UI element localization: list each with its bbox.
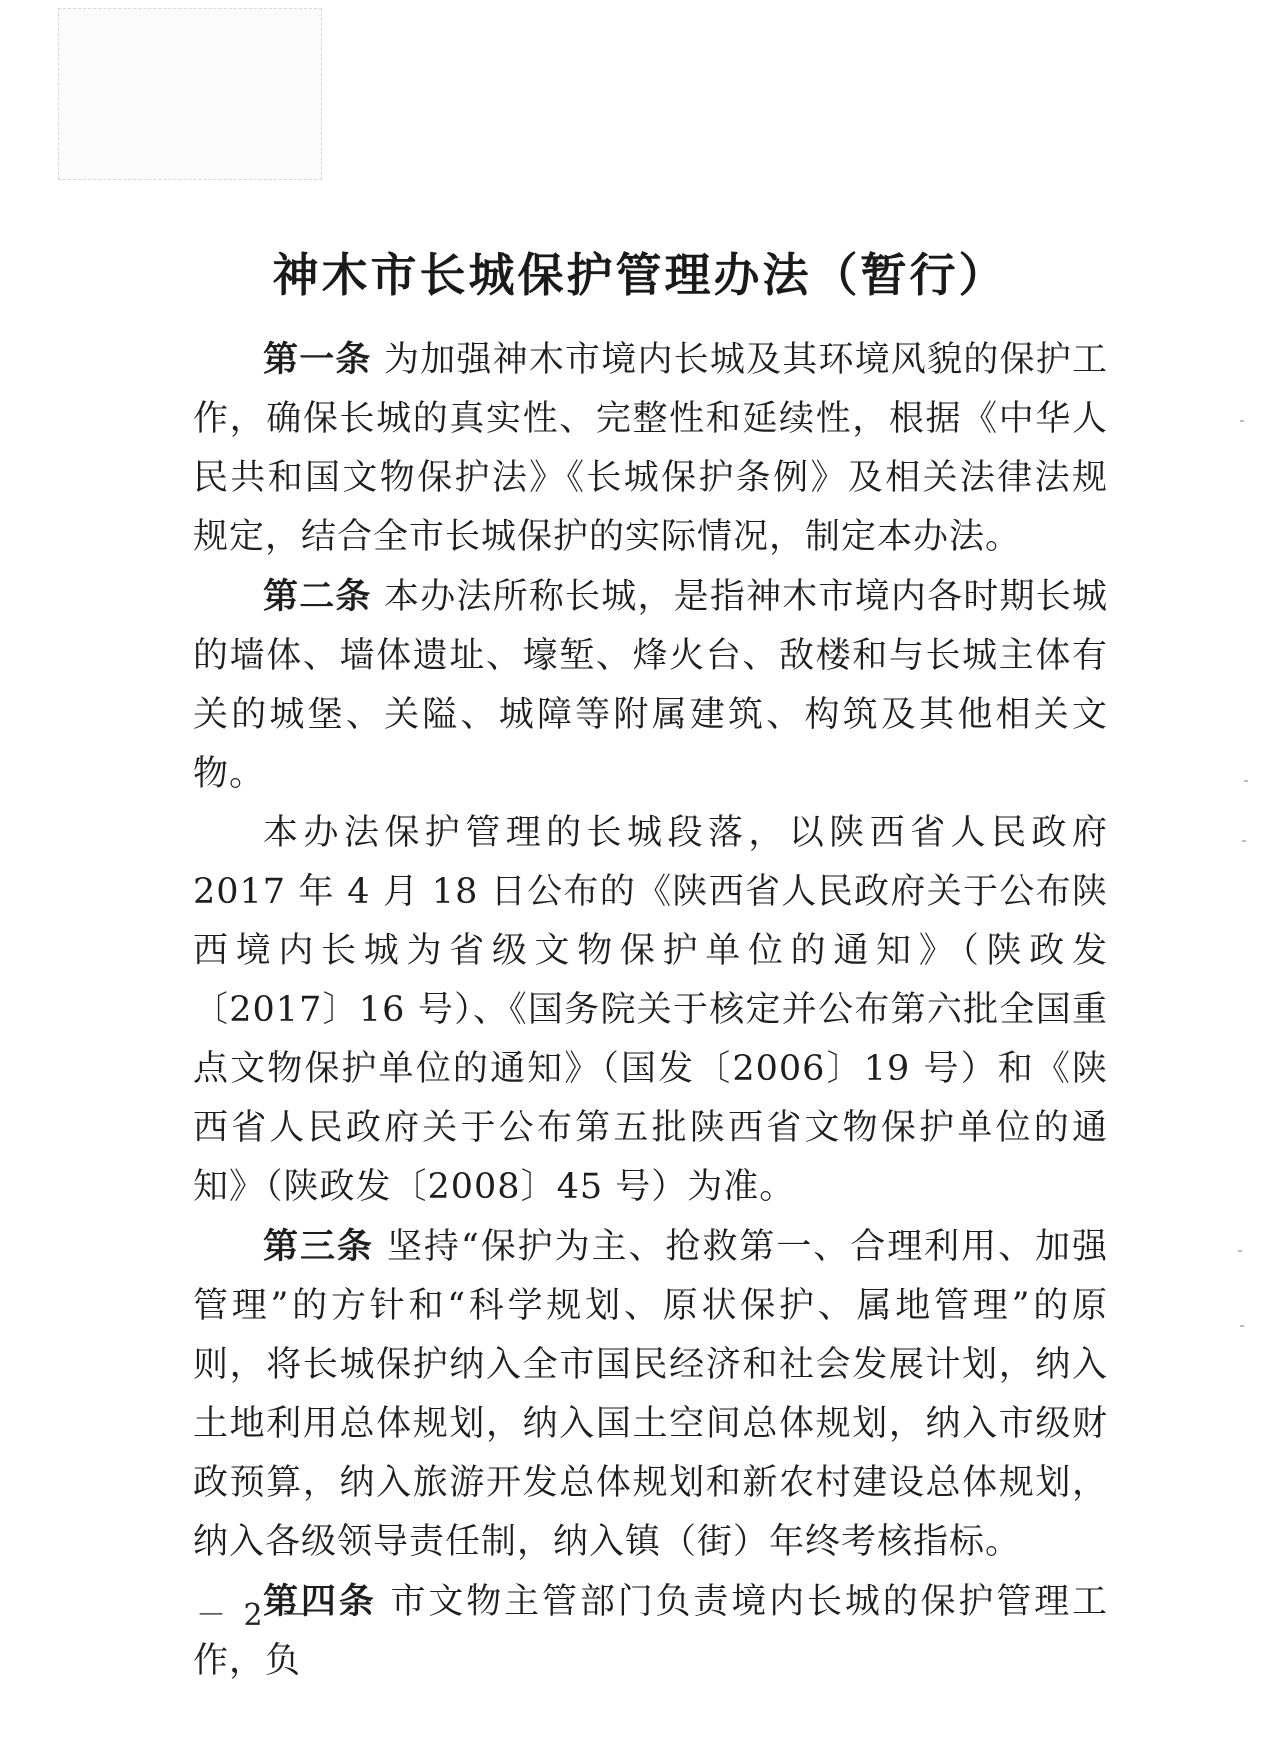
- article-4: [193, 1572, 1108, 1691]
- article-text: 为加强神木市境内长城及其环境风貌的保护工作，确保长城的真实性、完整性和延续性，根据《中华人民共和国文物保护法》《长城保护条例》及相关法律法规规定，结合全市长城保护的实际情况，制定本办法。: [193, 340, 1108, 557]
- article-text: 本办法保护管理的长城段落，以陕西省人民政府 2017 年 4 月 18 日公布的《陕西省人民政府关于公布陕西境内长城为省级文物保护单位的通知》（陕政发〔2017〕16 号）、《国务院关于核定并公布第六批全国重点文物保护单位的通知》（国发〔2006〕19 号）和《陕西省人民政府关于公布第五批陕西省文物保护单位的通知》（陕政发〔2008〕45 号）为准。: [193, 813, 1108, 1207]
- scan-speck: [1238, 1250, 1242, 1252]
- article-text: 市文物主管部门负责境内长城的保护管理工作，负: [193, 1582, 1108, 1681]
- scan-speck: [1242, 840, 1246, 842]
- article-2-paragraph: [193, 804, 1108, 1217]
- faded-stamp-area: [58, 8, 322, 180]
- scan-speck: [1240, 1325, 1244, 1327]
- article-1: [193, 330, 1108, 567]
- article-2: [193, 567, 1108, 804]
- article-text: 坚持“保护为主、抢救第一、合理利用、加强管理”的方针和“科学规划、原状保护、属地管理”的原则，将长城保护纳入全市国民经济和社会发展计划，纳入土地利用总体规划，纳入国土空间总体规划，纳入市级财政预算，纳入旅游开发总体规划和新农村建设总体规划，纳入各级领导责任制，纳入镇（街）年终考核指标。: [193, 1227, 1108, 1562]
- document-title: 神木市长城保护管理办法（暂行）: [272, 247, 1008, 302]
- scan-speck: [1244, 780, 1248, 782]
- page-number: － 2 －: [196, 1598, 315, 1633]
- article-label: 第三条: [263, 1226, 374, 1267]
- scan-speck: [1240, 420, 1244, 422]
- article-3: [193, 1217, 1108, 1572]
- article-label: 第一条: [263, 339, 372, 380]
- article-label: 第二条: [263, 576, 372, 617]
- article-text: 本办法所称长城，是指神木市境内各时期长城的墙体、墙体遗址、壕堑、烽火台、敌楼和与长城主体有关的城堡、关隘、城障等附属建筑、构筑及其他相关文物。: [193, 577, 1108, 794]
- document-body: [193, 330, 1108, 1691]
- article-label: 第四条: [263, 1581, 377, 1622]
